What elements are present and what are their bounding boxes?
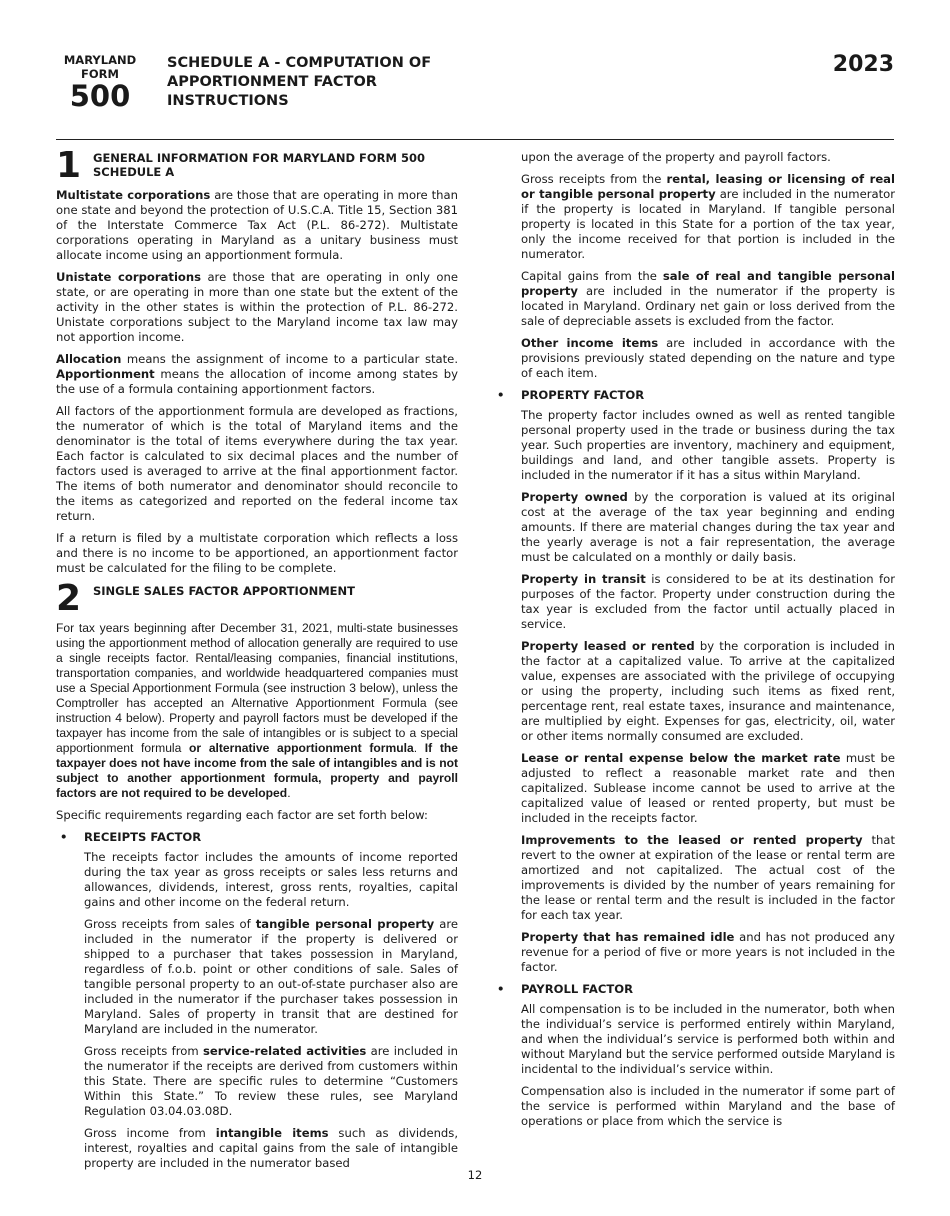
text-run: that revert to the owner at expiration of the lease or rental term are amortized and not capitalized. The actual cost of the improvements is divided by the number of years remaining for the lease or rental term and the result is included in the factor for each tax year. [521, 833, 896, 922]
paragraph [521, 269, 895, 329]
page-number: 12 [467, 1168, 483, 1182]
bold-term: Lease or rental expense below the market rate [521, 751, 841, 765]
section-heading [56, 578, 458, 619]
bullet-icon: • [497, 982, 505, 996]
text-run: and has not produced any revenue for a period of five or more years is not included in the factor. [521, 930, 895, 974]
paragraph [84, 1126, 458, 1171]
text-run: Gross receipts from the [521, 172, 667, 186]
text-run: The property factor includes owned as well as rented tangible personal property used in the trade or business during the tax year. Such properties are inventory, machinery and equipment, buildings and land, and other tangible assets. Property is included in the numerator if it has a situs within Maryland. [521, 408, 895, 482]
form-id-block [58, 53, 142, 111]
bold-term: Property in transit [521, 572, 646, 586]
bold-term: service-related activities [202, 1044, 367, 1058]
paragraph [521, 1002, 895, 1077]
bullet-icon: • [497, 388, 505, 402]
bold-term: Property owned [521, 490, 628, 504]
text-run: All compensation is to be included in the numerator, both when the individual’s service is performed entirely within Maryland, and when the individual’s service is performed both within and without Maryland but the service performed outside Maryland is incidental to the individual’s service within. [521, 1002, 895, 1076]
section-heading [56, 145, 458, 186]
bullet-heading [56, 830, 458, 845]
right-column [493, 150, 895, 1136]
bullet-icon: • [60, 830, 68, 844]
bold-term: sale of real and tangible personal property [521, 269, 895, 298]
bullet-label: PAYROLL FACTOR [521, 982, 634, 996]
paragraph [521, 572, 895, 632]
title-line: INSTRUCTIONS [167, 93, 289, 109]
text-run: Compensation also is included in the numerator if some part of the service is performed within Maryland and the base of operations or place from which the service is [521, 1084, 895, 1128]
text-run: For tax years beginning after December 31, 2021, multi-state businesses using the apportionment method of allocation generally are required to use a single receipts factor. Rental/leasing companies, financial institutions, transportation companies, and worldwide headquartered companies must use a Special Apportionment Formula (see instruction 3 below), unless the Comptroller has accepted an Alternative Apportionment Formula (see instruction 4 below). Property and payroll factors must be developed if the taxpayer has income from the sale of intangibles or is subject to a special apportionment formula [56, 621, 458, 755]
text-run: are included in accordance with the provisions previously stated depending on the nature and type of each item. [521, 336, 895, 380]
paragraph [84, 850, 458, 910]
bold-term: Multistate corporations [56, 188, 211, 202]
paragraph [521, 833, 895, 923]
bold-term: If the taxpayer does not have income from the sale of intangibles and is not subject to another apportionment formula, property and payroll factors are not required to be developed [56, 741, 458, 800]
bullet-label: RECEIPTS FACTOR [84, 830, 202, 844]
text-run: The receipts factor includes the amounts of income reported during the tax year as gross receipts or sales less returns and allowances, dividends, interest, gross rents, royalties, capital gains and other income on the federal return. [84, 850, 458, 909]
text-run: by the corporation is valued at its original cost at the average of the tax year beginning and ending amounts. If there are material changes during the tax year and the yearly average is not a fair representation, the average must be calculated on a monthly or daily basis. [521, 490, 895, 564]
bold-term: or alternative apportionment formula [189, 741, 414, 755]
paragraph [521, 172, 895, 262]
paragraph [521, 930, 895, 975]
paragraph [56, 531, 458, 576]
paragraph [84, 917, 458, 1037]
paragraph [56, 404, 458, 524]
text-run: means the assignment of income to a particular state. [121, 352, 458, 366]
bold-term: Apportionment [56, 367, 155, 381]
text-run: Specific requirements regarding each factor are set forth below: [56, 808, 428, 822]
text-run: If a return is filed by a multistate corporation which reflects a loss and there is no income to be apportioned, an apportionment factor must be calculated for the filing to be complete. [56, 531, 458, 575]
bold-term: tangible personal property [255, 917, 435, 931]
section-title: SINGLE SALES FACTOR APPORTIONMENT [93, 584, 355, 598]
form-number: 500 [69, 79, 131, 113]
text-run: upon the average of the property and payroll factors. [521, 150, 831, 164]
paragraph [56, 270, 458, 345]
text-run: means the allocation of income among states by the use of a formula containing apportionment factors. [56, 367, 458, 396]
paragraph [84, 1044, 458, 1119]
text-run: Gross income from [84, 1126, 216, 1140]
header-divider [56, 139, 894, 140]
section-number: 2 [56, 578, 82, 619]
paragraph [521, 490, 895, 565]
paragraph [56, 188, 458, 263]
text-run: are included in the numerator if the property is located in Maryland. If tangible personal property is located in this State for a portion of the tax year, only the income received for that portion is included in the numerator. [521, 187, 895, 261]
bold-term: Allocation [56, 352, 122, 366]
text-run: Capital gains from the [521, 269, 663, 283]
bullet-heading [493, 388, 895, 403]
bold-term: Improvements to the leased or rented property [521, 833, 863, 847]
text-run: . [287, 786, 291, 800]
bold-term: Unistate corporations [56, 270, 202, 284]
paragraph [56, 621, 458, 801]
text-run: must be adjusted to reflect a reasonable market rate and then capitalized. Sublease income cannot be used to arrive at the capitalized value of leased or rented property, but must be included in the receipts factor. [521, 751, 895, 825]
text-run: . [413, 741, 425, 755]
text-run: is considered to be at its destination for purposes of the factor. Property under construction during the tax year is excluded from the factor until actually placed in service. [521, 572, 895, 631]
text-run: by the corporation is included in the factor at a capitalized value. To arrive at the capitalized value, expenses are associated with the privilege of occupying or using the property, including such items as fixed rent, percentage rent, real estate taxes, insurance and maintenance, are multiplied by eight. Expenses for gas, electricity, oil, water or other items normally consumed are excluded. [521, 639, 895, 743]
paragraph [56, 808, 458, 823]
title-line: APPORTIONMENT FACTOR [167, 74, 377, 90]
form-label: FORM [81, 67, 119, 81]
paragraph [56, 352, 458, 397]
paragraph [521, 408, 895, 483]
paragraph [521, 1084, 895, 1129]
title-line: SCHEDULE A - COMPUTATION OF [167, 55, 432, 71]
text-run: are those that are operating in only one state, or are operating in more than one state but the extent of the activity in the other states is within the protection of P.L. 86-272. Unistate corporations subject to the Maryland income tax law may not apportion income. [56, 270, 458, 344]
bold-term: rental, leasing or licensing of real or tangible personal property [521, 172, 895, 201]
text-run: Gross receipts from sales of [84, 917, 256, 931]
paragraph [521, 150, 895, 165]
bold-term: intangible items [215, 1126, 329, 1140]
tax-year: 2023 [832, 52, 894, 77]
text-run: All factors of the apportionment formula are developed as fractions, the numerator of which is the total of Maryland items and the denominator is the total of items everywhere during the tax year. Each factor is calculated to six decimal places and the number of factors used is averaged to arrive at the final apportionment factor. The items of both numerator and denominator should reconcile to the items as categorized and reported on the federal income tax return. [56, 404, 458, 523]
page-title [167, 54, 431, 111]
text-run: are included in the numerator if the property is delivered or shipped to a purchaser that takes possession in Maryland, regardless of f.o.b. point or other conditions of sale. Sales of tangible personal property to an out-of-state purchaser also are included in the numerator if the purchaser takes possession in Maryland. Sales of property in transit that are destined for Maryland are included in the numerator. [84, 917, 459, 1036]
bold-term: Other income items [521, 336, 659, 350]
bullet-label: PROPERTY FACTOR [521, 388, 645, 402]
text-run: Gross receipts from [84, 1044, 203, 1058]
form-state: MARYLAND [63, 53, 137, 67]
paragraph [521, 336, 895, 381]
bold-term: Property leased or rented [521, 639, 695, 653]
text-run: are included in the numerator if the receipts are derived from customers within this State. There are specific rules to determine “Customers Within this State.” To review these rules, see Maryland Regulation 03.04.03.08D. [84, 1044, 459, 1118]
bold-term: Property that has remained idle [521, 930, 735, 944]
section-title: GENERAL INFORMATION FOR MARYLAND FORM 500 SCHEDULE A [93, 151, 425, 179]
paragraph [521, 751, 895, 826]
text-run: are those that are operating in more than one state and beyond the protection of U.S.C.A. Title 15, Section 381 of the Interstate Commerce Tax Act (P.L. 86-272). Multistate corporations operating in Maryland as a unitary business must allocate income using an apportionment formula. [56, 188, 458, 262]
text-run: such as dividends, interest, royalties and capital gains from the sale of intangible property are included in the numerator based [84, 1126, 459, 1170]
left-column [56, 145, 459, 1178]
text-run: are included in the numerator if the property is located in Maryland. Ordinary net gain or loss derived from the sale of depreciable assets is excluded from the factor. [521, 284, 895, 328]
section-number: 1 [56, 145, 82, 186]
paragraph [521, 639, 895, 744]
bullet-heading [493, 982, 895, 997]
